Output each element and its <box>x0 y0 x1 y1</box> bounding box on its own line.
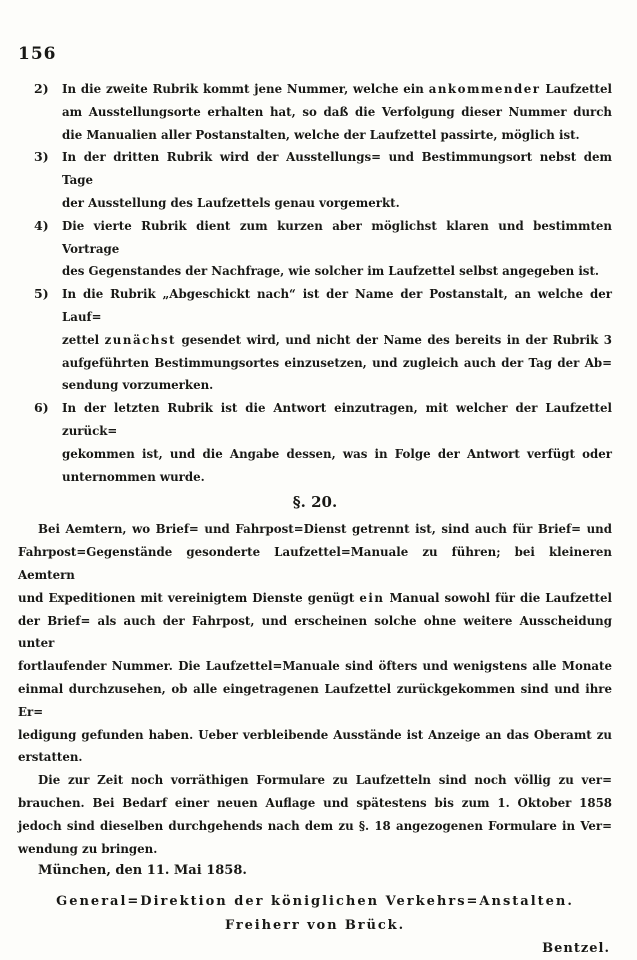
text-line: am Ausstellungsorte erhalten hat, so daß die Verfolgung dieser Nummer durch <box>62 104 612 119</box>
text-segment: Manual sowohl für die Laufzettel <box>384 590 612 605</box>
text-line: Fahrpost=Gegenstände gesonderte Laufzettel=Manuale zu führen; bei kleineren Aemtern <box>18 545 612 582</box>
text-line: wendung zu bringen. <box>18 841 158 856</box>
item-number: 4) <box>34 217 49 233</box>
emphasized-word: ein <box>359 590 385 605</box>
text-line: unternommen wurde. <box>62 469 205 484</box>
text-line: In der dritten Rubrik wird der Ausstellungs= und Bestimmungsort nebst dem Tage <box>62 150 612 188</box>
text-line: der Brief= als auch der Fahrpost, und erscheinen solche ohne weitere Ausscheidung unter <box>18 613 612 651</box>
emphasized-word: ankommender <box>428 82 541 96</box>
text-line: brauchen. Bei Bedarf einer neuen Auflage und spätestens bis zum 1. Oktober 1858 <box>18 795 612 810</box>
text-line: gekommen ist, und die Angabe dessen, was in Folge der Antwort verfügt oder <box>62 446 612 461</box>
text-segment: In die zweite Rubrik kommt jene Nummer, welche ein <box>62 82 429 96</box>
page-number: 156 <box>18 44 57 64</box>
text-line <box>62 78 612 101</box>
list-item <box>18 146 612 214</box>
text-line: fortlaufender Nummer. Die Laufzettel=Manuale sind öfters und wenigstens alle Monate <box>18 659 612 674</box>
list-item <box>18 283 612 397</box>
text-line: des Gegenstandes der Nachfrage, wie solcher im Laufzettel selbst angegeben ist. <box>62 264 600 279</box>
list-item <box>18 397 612 488</box>
text-line: Die zur Zeit noch vorräthigen Formulare zu Laufzetteln sind noch völlig zu ver= <box>38 773 612 788</box>
numbered-list <box>18 78 612 488</box>
text-line: aufgeführten Bestimmungsortes einzusetzen, und zugleich auch der Tag der Ab= <box>62 355 612 370</box>
item-number: 3) <box>34 149 49 165</box>
text-segment: Laufzettel <box>540 82 612 96</box>
item-number: 5) <box>34 286 49 302</box>
text-segment: gesendet wird, und nicht der Name des bereits in der Rubrik 3 <box>175 332 613 347</box>
paragraph <box>18 769 612 860</box>
list-item <box>18 78 612 146</box>
text-line: In die Rubrik „Abgeschickt nach“ ist der Name der Postanstalt, an welche der Lauf= <box>62 287 612 324</box>
item-number: 2) <box>34 81 49 96</box>
paragraph <box>18 518 612 769</box>
signature-name: Freiherr von Brück. <box>224 918 406 934</box>
text-line: Bei Aemtern, wo Brief= und Fahrpost=Dienst getrennt ist, sind auch für Brief= und <box>38 522 612 537</box>
signature-organization: General=Direktion der königlichen Verkehrs=Anstalten. <box>56 894 574 910</box>
emphasized-word: zunächst <box>104 332 176 347</box>
text-line: erstatten. <box>18 750 83 765</box>
text-line: die Manualien aller Postanstalten, welche der Laufzettel passirte, möglich ist. <box>62 127 580 142</box>
text-segment: zettel <box>62 332 105 347</box>
section-heading: §. 20. <box>292 493 338 512</box>
text-line: der Ausstellung des Laufzettels genau vorgemerkt. <box>62 195 400 210</box>
text-line <box>18 587 612 610</box>
text-line: Die vierte Rubrik dient zum kurzen aber möglichst klaren und bestimmten Vortrage <box>62 218 612 256</box>
dateline: München, den 11. Mai 1858. <box>38 863 247 879</box>
text-line: einmal durchzusehen, ob alle eingetragenen Laufzettel zurückgekommen sind und ihre Er= <box>18 681 612 719</box>
text-line: In der letzten Rubrik ist die Antwort einzutragen, mit welcher der Laufzettel zurück= <box>62 401 612 438</box>
text-segment: und Expeditionen mit vereinigtem Dienste genügt <box>18 590 360 605</box>
signature-countersign: Bentzel. <box>542 941 610 957</box>
list-item <box>18 215 612 283</box>
item-number: 6) <box>34 400 49 416</box>
text-line: ledigung gefunden haben. Ueber verbleibende Ausstände ist Anzeige an das Oberamt zu <box>18 727 612 742</box>
text-line: sendung vorzumerken. <box>62 378 214 393</box>
text-line: jedoch sind dieselben durchgehends nach dem zu §. 18 angezogenen Formulare in Ver= <box>18 818 612 833</box>
text-line <box>62 329 612 352</box>
